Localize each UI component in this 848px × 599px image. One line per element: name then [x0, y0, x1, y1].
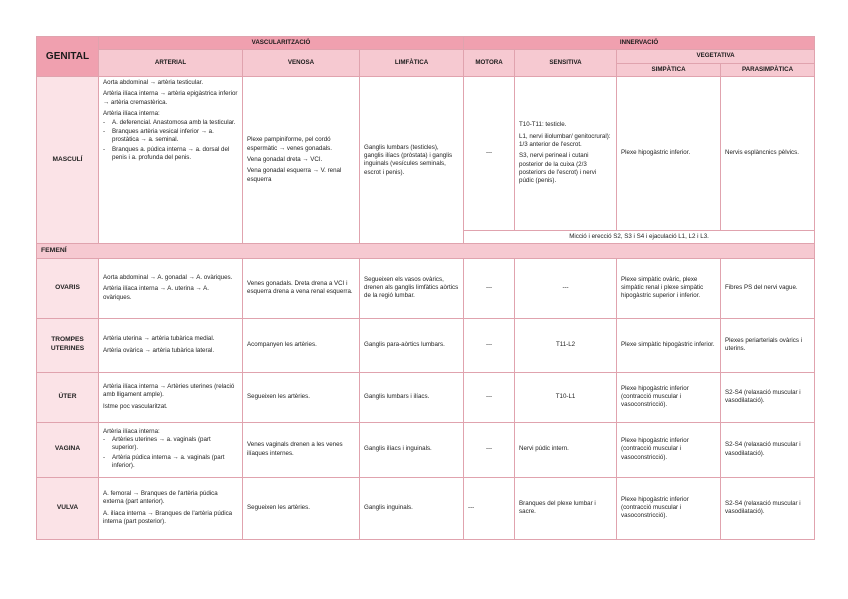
- uter-simpatica: Plexe hipogàstric inferior (contracció muscular i vasoconstricció).: [617, 372, 721, 422]
- trompes-sensitiva: T11-L2: [515, 318, 617, 372]
- trompes-simpatica: Plexe simpàtic hipogàstric inferior.: [617, 318, 721, 372]
- vulva-motora: ---: [464, 477, 515, 539]
- sensitiva-header: SENSITIVA: [515, 50, 617, 77]
- vegetativa-header: VEGETATIVA: [617, 50, 815, 63]
- vagina-limfatica: Ganglis ilíacs i inguinals.: [360, 422, 464, 477]
- uter-arterial: [99, 372, 243, 422]
- uter-motora: ---: [464, 372, 515, 422]
- limfatica-header: LIMFÀTICA: [360, 50, 464, 77]
- uter-arterial-line: Istme poc vascularitzat.: [103, 402, 168, 410]
- ovaris-venosa: Venes gonadals. Dreta drena a VCI i esquerra drena a vena renal esquerra.: [243, 258, 360, 318]
- trompes-motora: ---: [464, 318, 515, 372]
- masculi-sensitiva-line: S3, nervi perineal i cutani posterior de la cuixa (2/3 posteriors de l'escrot) i nervi púdic (penis).: [519, 152, 597, 185]
- ovaris-motora: ---: [464, 258, 515, 318]
- list-item: - Branques artèria vesical inferior → a. prostàtica → a. seminal.: [112, 128, 238, 145]
- vagina-simpatica: Plexe hipogàstric inferior (contracció muscular i vasoconstricció).: [617, 422, 721, 477]
- list-item: - A. deferencial. Anastomosa amb la testicular.: [112, 119, 238, 127]
- vascularitzacio-header: VASCULARITZACIÓ: [99, 37, 464, 50]
- masculi-venosa-line: Vena gonadal esquerra → V. renal esquerra: [247, 167, 342, 183]
- row-label-ovaris: OVARIS: [37, 258, 99, 318]
- uter-parasimpatica: S2-S4 (relaxació muscular i vasodilatació).: [721, 372, 815, 422]
- masculi-arterial-line: Artèria ilíaca interna:: [103, 110, 160, 118]
- motora-header: MOTORA: [464, 50, 515, 77]
- masculi-venosa-line: Vena gonadal dreta → VCI.: [247, 156, 323, 164]
- trompes-arterial-line: Artèria ovàrica → artèria tubàrica lateral.: [103, 346, 215, 354]
- ovaris-sensitiva: ---: [515, 258, 617, 318]
- masculi-arterial-line: Artèria ilíaca interna → artèria epigàstrica inferior → artèria cremastèrica.: [103, 90, 238, 106]
- ovaris-simpatica: Plexe simpàtic ovàric, plexe simpàtic renal i plexe simpàtic hipogàstric superior i inferior.: [617, 258, 721, 318]
- ovaris-arterial-line: Aorta abdominal → A. gonadal → A. ovàriques.: [103, 274, 233, 282]
- vulva-arterial-line: A. femoral → Branques de l'artèria púdica externa (part anterior).: [103, 489, 218, 506]
- vulva-simpatica: Plexe hipogàstric inferior (contracció muscular i vasoconstricció).: [617, 477, 721, 539]
- vulva-arterial-line: A. ilíaca interna → Branques de l'artèria púdica interna (part posterior).: [103, 509, 233, 525]
- masculi-sensitiva-line: L1, nervi iliolumbar/ genitocrural): 1/3 anterior de l'escrot.: [519, 132, 611, 149]
- row-label-vagina: VAGINA: [37, 422, 99, 477]
- masculi-sensitiva-line: T10-T11: testicle.: [519, 121, 567, 129]
- vagina-motora: ---: [464, 422, 515, 477]
- vagina-arterial: [99, 422, 243, 477]
- vagina-arterial-list: [103, 436, 238, 470]
- innervacio-header: INNERVACIÓ: [464, 37, 815, 50]
- trompes-venosa: Acompanyen les artèries.: [243, 318, 360, 372]
- genital-table: [36, 36, 815, 540]
- masculi-miccio: Micció i erecció S2, S3 i S4 i ejaculació L1, L2 i L3.: [464, 231, 815, 244]
- genital-header: GENITAL: [37, 37, 99, 77]
- vulva-arterial: [99, 477, 243, 539]
- section-femeni: FEMENÍ: [37, 244, 815, 258]
- masculi-motora: ---: [464, 77, 515, 231]
- row-label-vulva: VULVA: [37, 477, 99, 539]
- ovaris-parasimpatica: Fibres PS del nervi vague.: [721, 258, 815, 318]
- row-label-trompes: TROMPES UTERINES: [37, 318, 99, 372]
- masculi-arterial-line: Aorta abdominal → artèria testicular.: [103, 79, 204, 87]
- masculi-arterial: [99, 77, 243, 244]
- trompes-limfatica: Ganglis para-aòrtics lumbars.: [360, 318, 464, 372]
- masculi-limfatica: Ganglis lumbars (testicles), ganglis ilíacs (pròstata) i ganglis inguinals (vesícules seminals, escrot i penis).: [360, 77, 464, 244]
- masculi-sensitiva: [515, 77, 617, 231]
- trompes-arterial-line: Artèria uterina → artèria tubàrica medial.: [103, 335, 215, 343]
- uter-limfatica: Ganglis lumbars i ilíacs.: [360, 372, 464, 422]
- vulva-limfatica: Ganglis inguinals.: [360, 477, 464, 539]
- masculi-venosa-line: Plexe pampiniforme, pel cordó espermàtic → venes gonadals.: [247, 136, 332, 152]
- parasimpatica-header: PARASIMPÀTICA: [721, 63, 815, 76]
- masculi-simpatica: Plexe hipogàstric inferior.: [617, 77, 721, 231]
- list-item: - Artèria púdica interna → a. vaginals (part inferior).: [112, 454, 238, 471]
- row-label-uter: ÚTER: [37, 372, 99, 422]
- masculi-parasimpatica: Nervis esplàncnics pèlvics.: [721, 77, 815, 231]
- simpatica-header: SIMPÀTICA: [617, 63, 721, 76]
- vulva-venosa: Segueixen les artèries.: [243, 477, 360, 539]
- masculi-venosa: [243, 77, 360, 244]
- vulva-parasimpatica: S2-S4 (relaxació muscular i vasodilatació).: [721, 477, 815, 539]
- venosa-header: VENOSA: [243, 50, 360, 77]
- uter-arterial-line: Artèria ilíaca interna → Artèries uterines (relació amb lligament ample).: [103, 383, 235, 399]
- trompes-arterial: [99, 318, 243, 372]
- row-label-masculi: MASCULÍ: [37, 77, 99, 244]
- vagina-parasimpatica: S2-S4 (relaxació muscular i vasodilatació).: [721, 422, 815, 477]
- masculi-arterial-list: [103, 119, 238, 163]
- trompes-parasimpatica: Plexes periarterials ovàrics i uterins.: [721, 318, 815, 372]
- ovaris-limfatica: Segueixen els vasos ovàrics, drenen als ganglis limfàtics aòrtics de la regió lumbar.: [360, 258, 464, 318]
- vagina-arterial-line: Artèria ilíaca interna:: [103, 427, 160, 435]
- uter-venosa: Segueixen les artèries.: [243, 372, 360, 422]
- vagina-venosa: Venes vaginals drenen a les venes ilíaques internes.: [243, 422, 360, 477]
- uter-sensitiva: T10-L1: [515, 372, 617, 422]
- list-item: - Branques a. púdica interna → a. dorsal del penis i a. profunda del penis.: [112, 146, 238, 163]
- vagina-sensitiva: Nervi púdic intern.: [515, 422, 617, 477]
- vulva-sensitiva: Branques del plexe lumbar i sacre.: [515, 477, 617, 539]
- arterial-header: ARTERIAL: [99, 50, 243, 77]
- ovaris-arterial-line: Artèria ilíaca interna → A. uterina → A. ovàriques.: [103, 285, 209, 301]
- ovaris-arterial: [99, 258, 243, 318]
- list-item: - Artèries uterines → a. vaginals (part superior).: [112, 436, 238, 453]
